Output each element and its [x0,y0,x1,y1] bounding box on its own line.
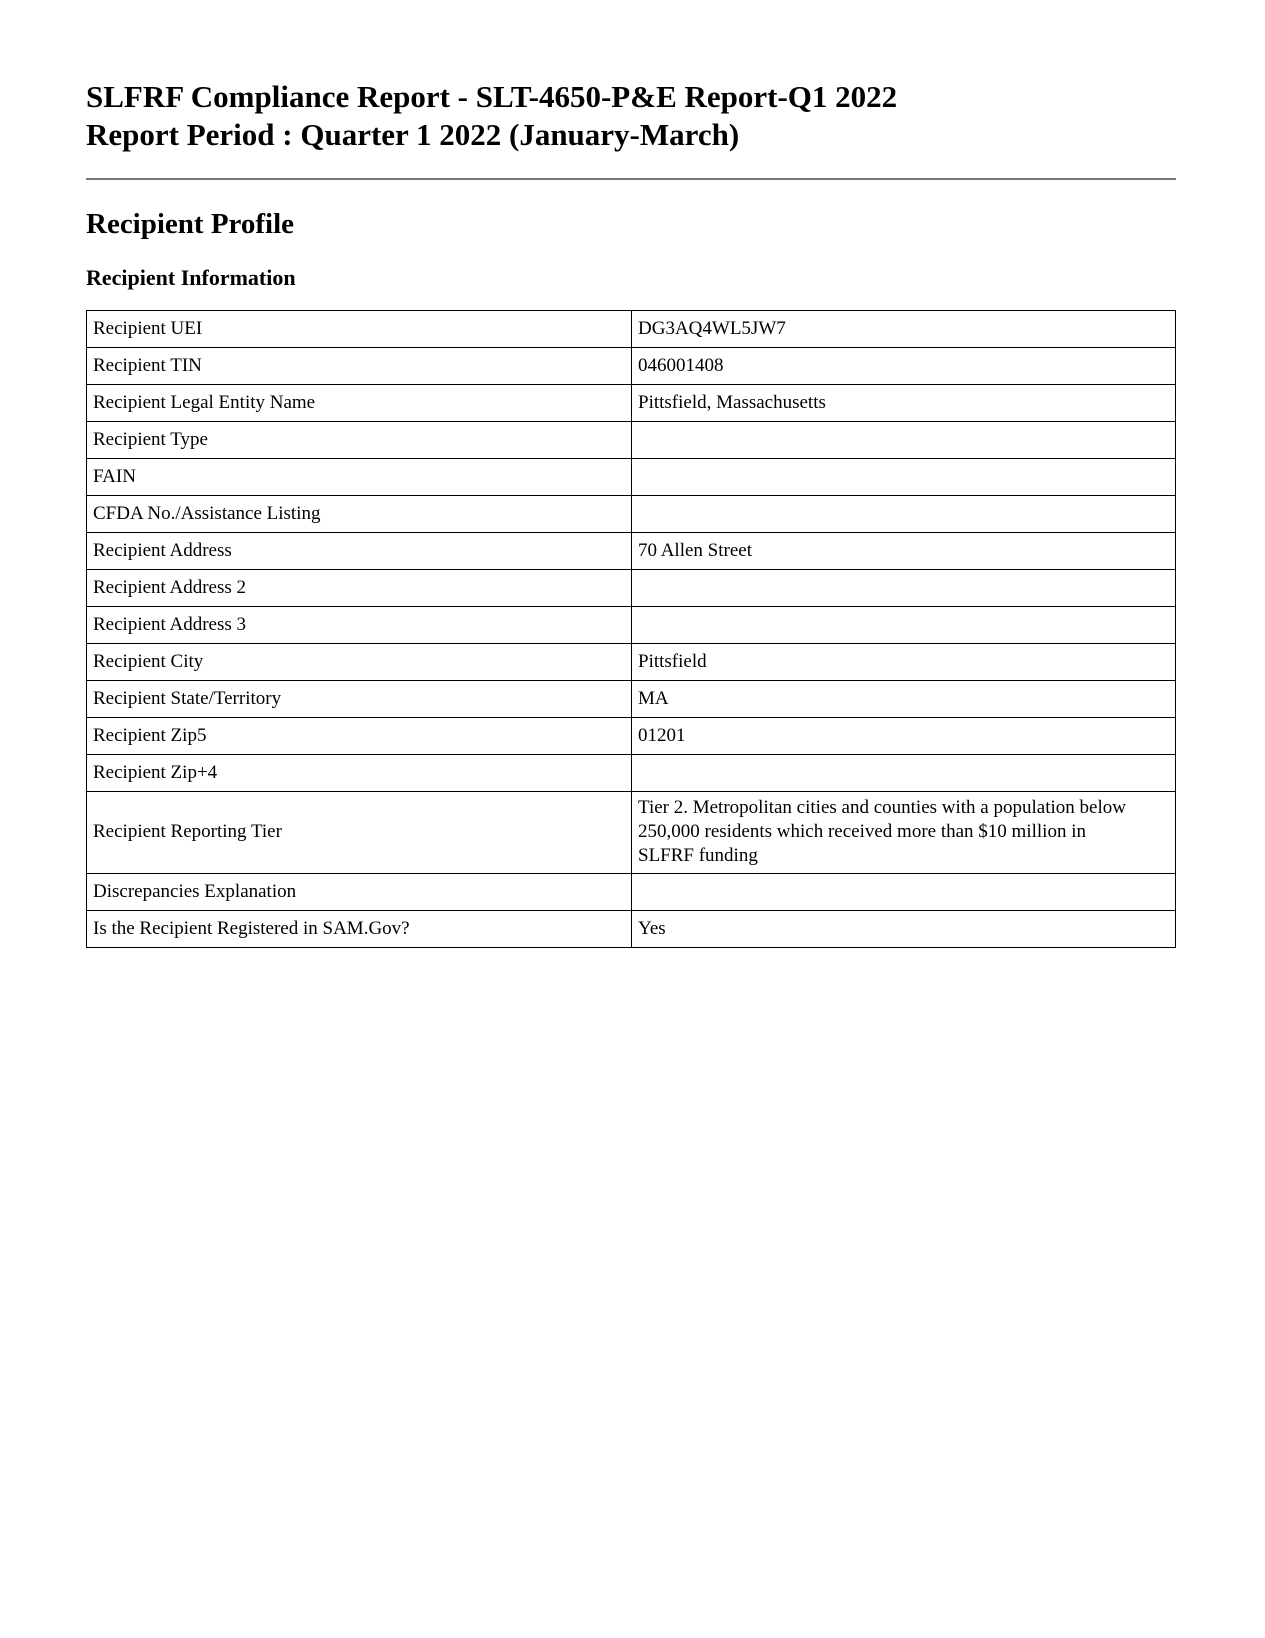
section-heading: Recipient Profile [86,208,295,240]
report-page [86,78,1176,948]
section-subheading: Recipient Information [86,265,296,290]
table-row [87,755,1176,792]
row-value [632,607,1176,644]
row-label: Recipient Reporting Tier [87,792,632,874]
table-row [87,422,1176,459]
row-label: Is the Recipient Registered in SAM.Gov? [87,911,632,948]
row-value [632,874,1176,911]
table-row [87,570,1176,607]
row-label: CFDA No./Assistance Listing [87,496,632,533]
row-value [632,755,1176,792]
row-label: FAIN [87,459,632,496]
report-period-line: Report Period : Quarter 1 2022 (January-March) [86,117,740,152]
table-row [87,718,1176,755]
row-value: Yes [632,911,1176,948]
table-row [87,311,1176,348]
row-label: Recipient Address 2 [87,570,632,607]
table-row [87,792,1176,874]
row-value: 70 Allen Street [632,533,1176,570]
row-label: Recipient Address [87,533,632,570]
row-label: Recipient UEI [87,311,632,348]
row-value: Pittsfield, Massachusetts [632,385,1176,422]
report-title-line1: SLFRF Compliance Report - SLT-4650-P&E Report-Q1 2022 [86,79,898,114]
report-title [86,78,1176,154]
recipient-info-table [86,310,1176,948]
table-row [87,385,1176,422]
row-label: Recipient TIN [87,348,632,385]
table-row [87,911,1176,948]
row-value: Pittsfield [632,644,1176,681]
row-label: Recipient Zip+4 [87,755,632,792]
table-row [87,607,1176,644]
row-label: Recipient Zip5 [87,718,632,755]
row-label: Recipient Type [87,422,632,459]
row-value: MA [632,681,1176,718]
table-row [87,681,1176,718]
row-label: Discrepancies Explanation [87,874,632,911]
table-row [87,348,1176,385]
row-value: DG3AQ4WL5JW7 [632,311,1176,348]
row-value [632,422,1176,459]
table-row [87,496,1176,533]
row-label: Recipient State/Territory [87,681,632,718]
row-value [632,459,1176,496]
row-value [632,496,1176,533]
row-value: 046001408 [632,348,1176,385]
row-value: Tier 2. Metropolitan cities and counties with a population below 250,000 residents which received more than $10 million in SLFRF funding [632,792,1176,874]
row-label: Recipient Legal Entity Name [87,385,632,422]
row-value [632,570,1176,607]
row-label: Recipient City [87,644,632,681]
table-row [87,644,1176,681]
row-value: 01201 [632,718,1176,755]
table-row [87,533,1176,570]
table-row [87,459,1176,496]
table-row [87,874,1176,911]
row-label: Recipient Address 3 [87,607,632,644]
title-divider [86,178,1176,180]
